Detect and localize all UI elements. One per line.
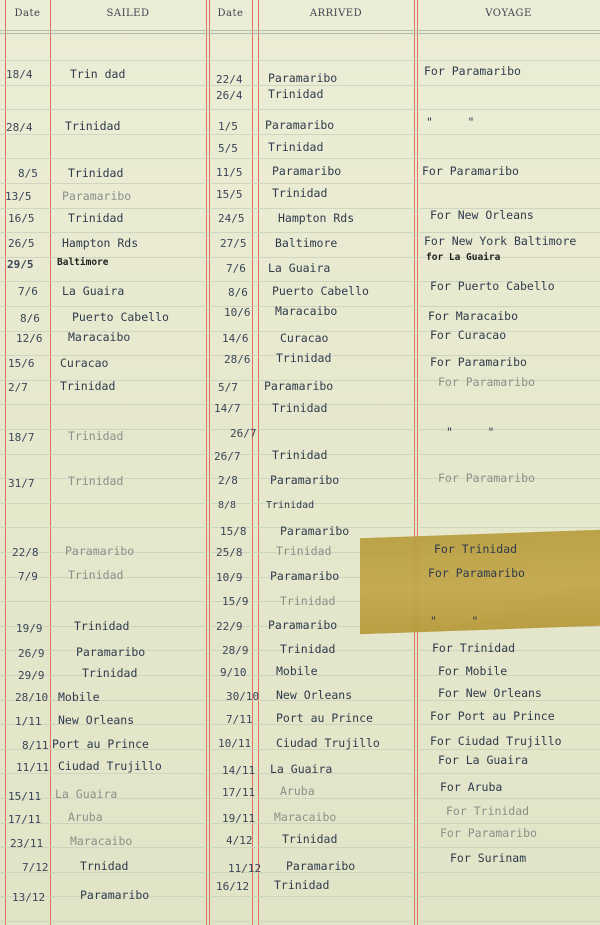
sailed-place: Maracaibo [70,834,133,848]
voyage-entry: For Paramaribo [422,164,519,178]
sailed-date: 22/8 [12,546,39,559]
arrived-place: Trinidad [272,186,328,200]
arrived-place: La Guaira [270,762,333,776]
sailed-place: Trinidad [68,429,124,443]
margin-line-left [5,0,6,925]
arrived-place: Trinidad [272,448,328,462]
arrived-date: 30/10 [226,690,260,703]
sailed-place: Paramaribo [62,189,132,203]
arrived-place: Maracaibo [275,304,338,318]
ledger-rule-line [0,134,600,135]
sailed-date: 15/11 [8,790,42,803]
arrived-date: 27/5 [220,237,247,250]
voyage-entry: For New Orleans [438,686,542,700]
sailed-place: Trnidad [80,859,129,873]
voyage-ditto: " " [430,614,479,628]
sailed-date: 28/4 [6,121,33,134]
sailed-place: Hampton Rds [62,236,139,250]
sailed-place: Trinidad [74,619,130,633]
arrived-date: 15/8 [220,525,247,538]
arrived-place: Curacao [280,331,329,345]
arrived-place: Maracaibo [274,810,337,824]
arrived-date: 26/7 [214,450,241,463]
arrived-place: Puerto Cabello [272,284,369,298]
header-sailed: SAILED [106,8,150,19]
arrived-place: Paramaribo [265,118,335,132]
header-rule-double [0,33,600,34]
arrived-place: Paramaribo [270,569,340,583]
sailed-date: 31/7 [8,477,35,490]
column-divider-sailed-date [50,0,51,925]
voyage-entry: For Mobile [438,664,508,678]
arrived-date: 11/5 [216,166,243,179]
sailed-place: Paramaribo [65,544,135,558]
voyage-entry: For Puerto Cabello [430,279,555,293]
sailed-place: Trinidad [60,379,116,393]
sailed-place: La Guaira [55,787,118,801]
arrived-place: Paramaribo [268,618,338,632]
arrived-date: 10/11 [218,737,252,750]
voyage-entry: For Paramaribo [438,375,535,389]
sailed-place: New Orleans [58,713,135,727]
voyage-entry: For New Orleans [430,208,534,222]
ledger-rule-line [0,109,600,110]
voyage-entry: For Curacao [430,328,507,342]
column-divider-voyage-a [414,0,415,925]
arrived-place: Trinidad [266,500,315,511]
arrived-place: Paramaribo [272,164,342,178]
arrived-date: 22/9 [216,620,243,633]
arrived-date: 15/5 [216,188,243,201]
arrived-date: 10/9 [216,571,243,584]
arrived-date: 17/11 [222,786,256,799]
sailed-place: Curacao [60,356,109,370]
sailed-date: 11/11 [16,761,50,774]
arrived-place: New Orleans [276,688,353,702]
arrived-place: Hampton Rds [278,211,355,225]
ledger-rule-line [0,183,600,184]
arrived-place: Paramaribo [286,859,356,873]
arrived-date: 1/5 [218,120,238,133]
voyage-ditto: " " [446,425,495,439]
sailed-place: La Guaira [62,284,125,298]
arrived-date: 28/6 [224,353,251,366]
arrived-date: 22/4 [216,73,243,86]
ledger-rule-line [0,921,600,922]
sailed-date: 7/6 [18,285,38,298]
arrived-place: La Guaira [268,261,331,275]
sailed-date: 29/9 [18,669,45,682]
header-voyage: VOYAGE [485,8,532,19]
voyage-entry: For Surinam [450,851,527,865]
sailed-date: 23/11 [10,837,44,850]
arrived-place: Trinidad [280,594,336,608]
arrived-place: Trinidad [276,544,332,558]
header-date-sailed: Date [14,8,41,19]
sailed-place: Trinidad [68,211,124,225]
arrived-date: 15/9 [222,595,249,608]
sailed-place: Trinidad [68,474,124,488]
sailed-date: 16/5 [8,212,35,225]
sailed-place: Puerto Cabello [72,310,169,324]
arrived-place: Port au Prince [276,711,373,725]
voyage-entry: For Paramaribo [424,64,521,78]
column-divider-arrived-left-b [209,0,210,925]
sailed-date: 19/9 [16,622,43,635]
sailed-date: 26/9 [18,647,45,660]
voyage-entry: For Maracaibo [428,309,519,323]
sailed-place: Trinidad [68,166,124,180]
sailed-date: 29/5 [7,258,34,271]
sailed-date: 18/7 [8,431,35,444]
header-date-arrived: Date [217,8,244,19]
arrived-place: Paramaribo [268,71,338,85]
arrived-date: 8/6 [228,286,248,299]
arrived-place: Trinidad [274,878,330,892]
arrived-place: Baltimore [275,236,338,250]
column-divider-arrived-left-a [206,0,207,925]
voyage-entry: For Aruba [440,780,503,794]
voyage-entry: For Paramaribo [430,355,527,369]
sailed-date: 28/10 [15,691,49,704]
sailed-place: Trinidad [65,119,121,133]
voyage-entry: For Paramaribo [438,471,535,485]
arrived-place: Aruba [280,784,315,798]
sailed-date: 2/7 [8,381,28,394]
arrived-date: 26/7 [230,427,257,440]
sailed-date: 13/5 [5,190,32,203]
sailed-place: Paramaribo [76,645,146,659]
arrived-place: Paramaribo [270,473,340,487]
sailed-date: 7/12 [22,861,49,874]
sailed-date: 12/6 [16,332,43,345]
arrived-place: Paramaribo [280,524,350,538]
voyage-entry: For Paramaribo [440,826,537,840]
column-divider-voyage-b [417,0,418,925]
voyage-entry: For Trinidad [432,641,516,655]
voyage-entry: For Trinidad [434,542,518,556]
arrived-date: 14/7 [214,402,241,415]
sailed-date: 26/5 [8,237,35,250]
arrived-place: Trinidad [282,832,338,846]
sailed-date: 18/4 [6,68,33,81]
sailed-date: 7/9 [18,570,38,583]
voyage-entry: For Ciudad Trujillo [430,734,562,748]
sailed-date: 1/11 [15,715,42,728]
arrived-place: Trinidad [272,401,328,415]
arrived-place: Trinidad [276,351,332,365]
sailed-place: Trin dad [70,67,126,81]
arrived-date: 26/4 [216,89,243,102]
arrived-date: 2/8 [218,474,238,487]
sailed-place: Port au Prince [52,737,149,751]
sailed-place: Paramaribo [80,888,150,902]
arrived-date: 10/6 [224,306,251,319]
sailed-place: Aruba [68,810,103,824]
arrived-date: 19/11 [222,812,256,825]
voyage-entry: For Port au Prince [430,709,555,723]
voyage-entry: For La Guaira [438,753,529,767]
arrived-date: 5/5 [218,142,238,155]
ledger-rule-line [0,158,600,159]
arrived-place: Mobile [276,664,318,678]
arrived-place: Trinidad [268,140,324,154]
arrived-date: 5/7 [218,381,238,394]
ledger-rule-line [0,85,600,86]
voyage-entry: For Paramaribo [428,566,525,580]
sailed-date: 8/11 [22,739,49,752]
sailed-date: 15/6 [8,357,35,370]
arrived-date: 24/5 [218,212,245,225]
arrived-date: 9/10 [220,666,247,679]
arrived-place: Paramaribo [264,379,334,393]
arrived-date: 25/8 [216,546,243,559]
arrived-date: 16/12 [216,880,250,893]
sailed-place: Maracaibo [68,330,131,344]
sailed-place: Mobile [58,690,100,704]
arrived-date: 14/11 [222,764,256,777]
arrived-date: 11/12 [228,862,262,875]
sailed-date: 13/12 [12,891,46,904]
arrived-date: 7/6 [226,262,246,275]
arrived-place: Trinidad [268,87,324,101]
sailed-place: Trinidad [82,666,138,680]
voyage-entry: for La Guaira [426,252,501,263]
voyage-entry: For New York Baltimore [424,234,577,248]
header-rule [0,30,600,31]
arrived-date: 4/12 [226,834,253,847]
sailed-place: Baltimore [57,257,109,268]
sailed-date: 8/6 [20,312,40,325]
arrived-date: 7/11 [226,713,253,726]
arrived-date: 8/8 [218,500,237,511]
voyage-entry: For Trinidad [446,804,530,818]
arrived-place: Ciudad Trujillo [276,736,380,750]
sailed-date: 17/11 [8,813,42,826]
voyage-ditto: " " [426,115,475,129]
header-arrived: ARRIVED [309,8,363,19]
sailed-place: Ciudad Trujillo [58,759,162,773]
sailed-place: Trinidad [68,568,124,582]
column-divider-arrived-date-b [258,0,259,925]
arrived-place: Trinidad [280,642,336,656]
sailed-date: 8/5 [18,167,38,180]
ledger-rule-line [0,232,600,233]
ledger-rule-line [0,60,600,61]
arrived-date: 14/6 [222,332,249,345]
arrived-date: 28/9 [222,644,249,657]
